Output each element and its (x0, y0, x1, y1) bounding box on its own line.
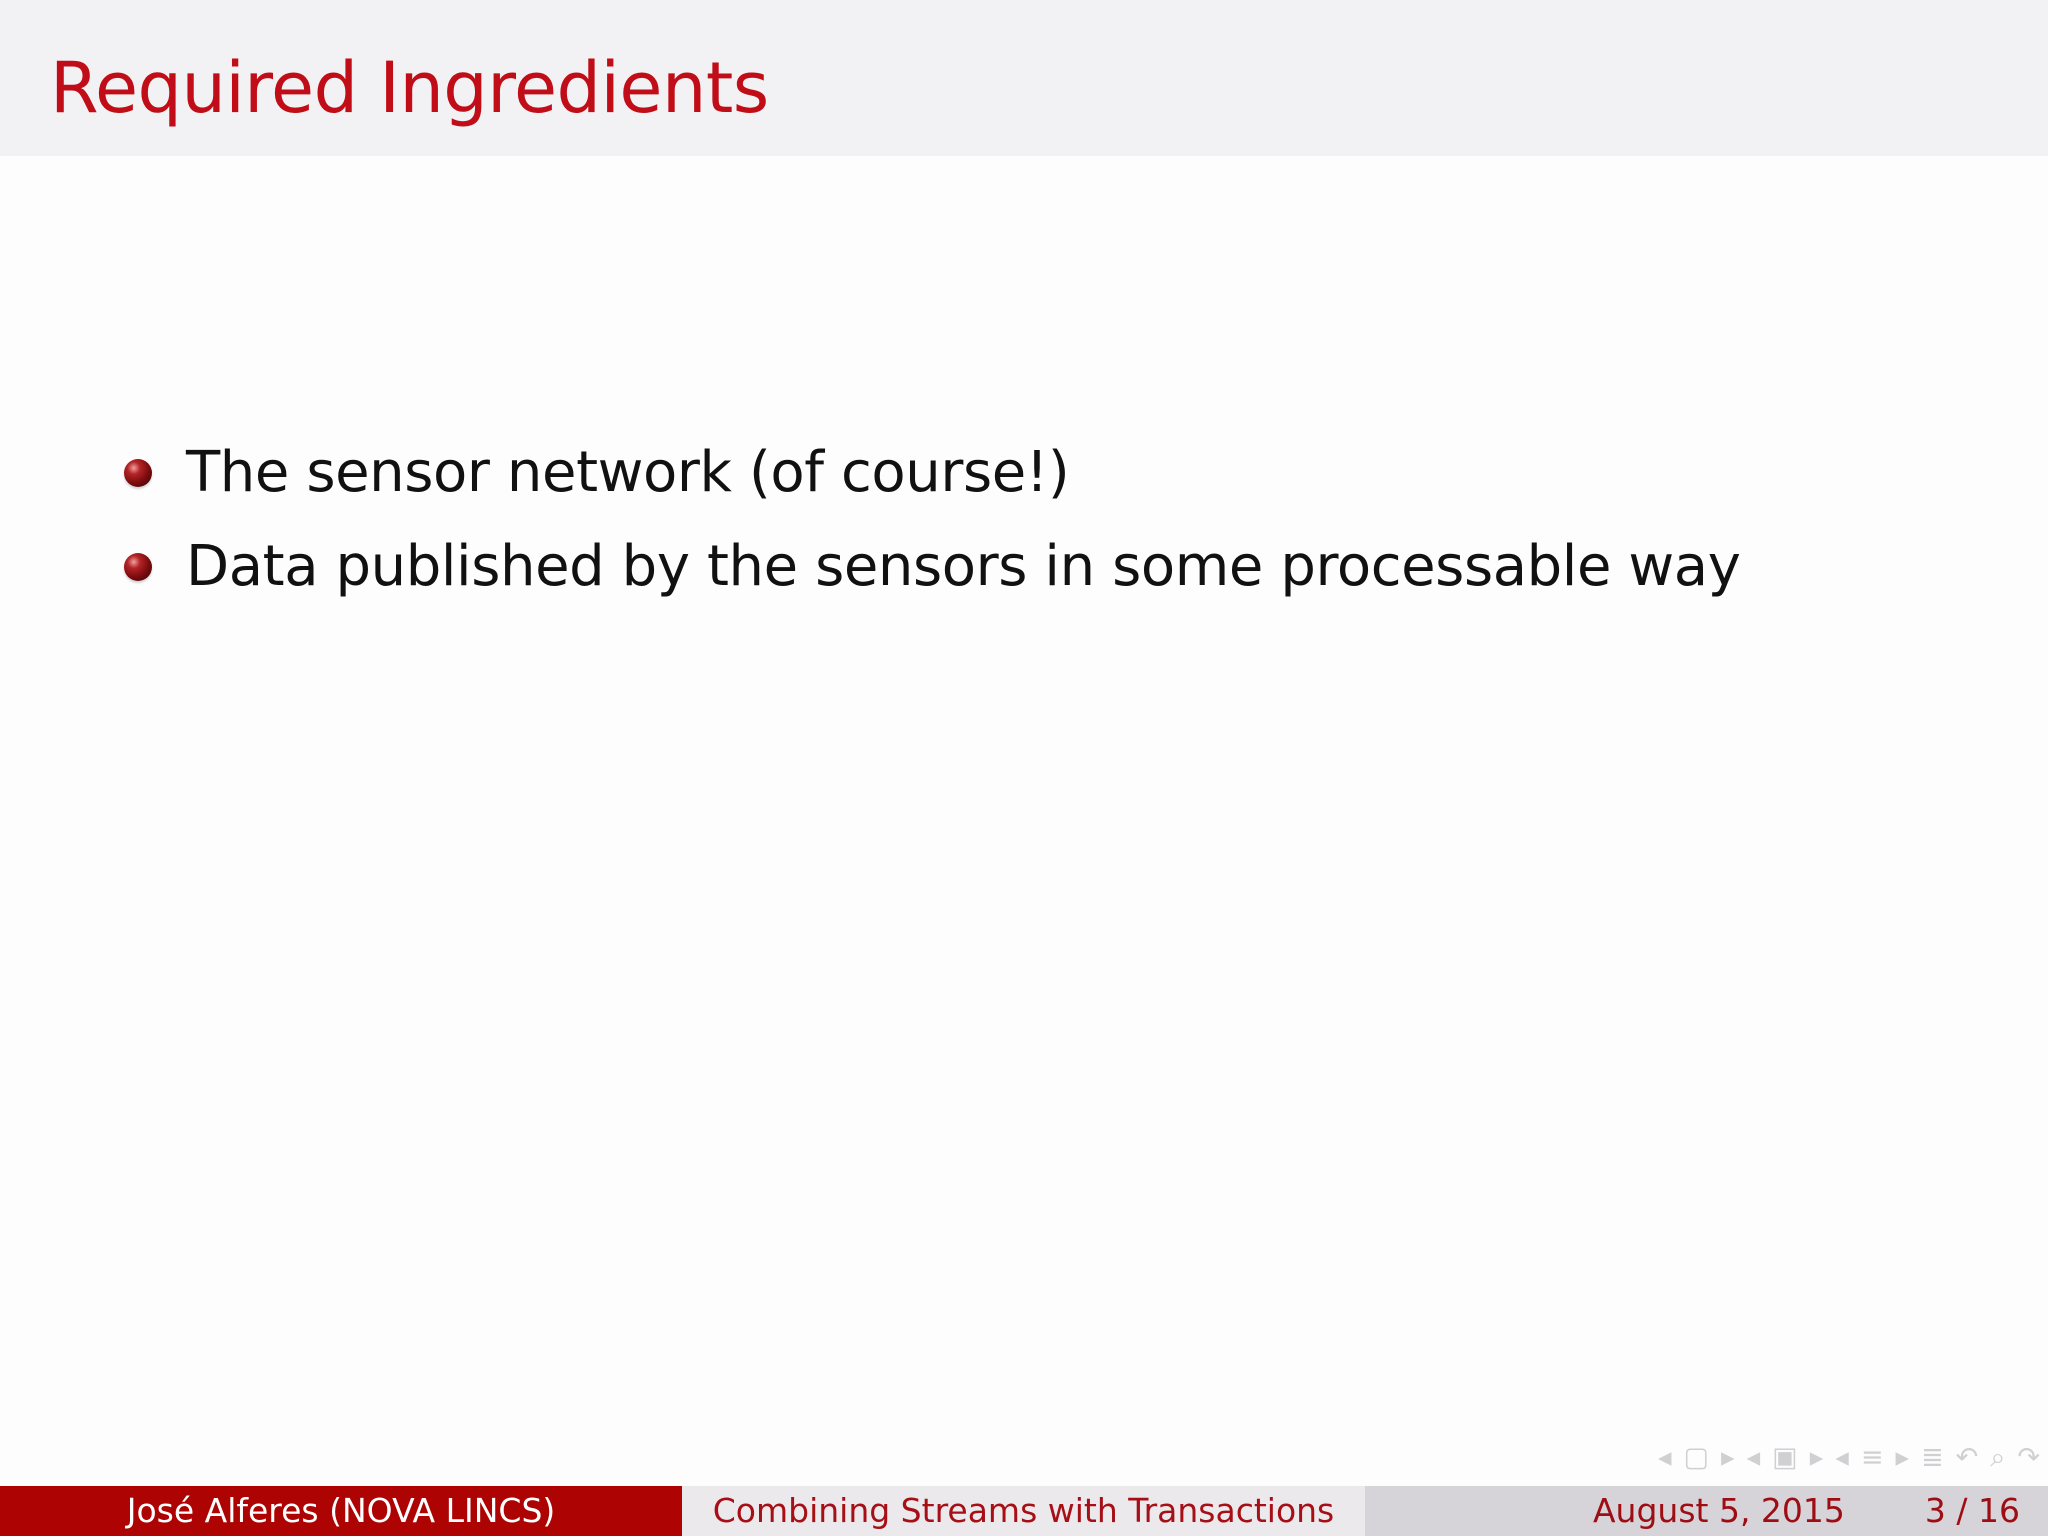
footer-presentation-title: Combining Streams with Transactions (682, 1486, 1365, 1536)
slide-footer (0, 1486, 2048, 1536)
next-slide-icon[interactable]: ▸ (1721, 1442, 1735, 1473)
search-icon[interactable]: ⌕ (1990, 1442, 2006, 1473)
bullet-item (124, 433, 1069, 513)
footer-page-number: 3 / 16 (1924, 1491, 2020, 1530)
subsection-icon[interactable]: ▣ (1772, 1442, 1798, 1473)
footer-date: August 5, 2015 (1592, 1491, 1845, 1530)
next-subsection-icon[interactable]: ▸ (1809, 1442, 1824, 1473)
bullet-icon (124, 553, 152, 581)
bullet-text: The sensor network (of course!) (186, 440, 1070, 505)
footer-date-page (1365, 1486, 2048, 1536)
next-section-icon[interactable]: ▸ (1895, 1442, 1909, 1473)
previous-slide-icon[interactable]: ◂ (1657, 1442, 1672, 1473)
redo-icon[interactable]: ↷ (2017, 1442, 2040, 1473)
slide-frame-icon[interactable]: ▢ (1683, 1442, 1710, 1473)
bullet-text: Data published by the sensors in some processable way (186, 534, 1741, 599)
previous-section-icon[interactable]: ◂ (1835, 1442, 1849, 1473)
beamer-navigation-controls (1320, 1440, 2040, 1476)
section-icon[interactable]: ≡ (1860, 1442, 1884, 1473)
slide-title: Required Ingredients (50, 47, 769, 129)
footer-author: José Alferes (NOVA LINCS) (0, 1486, 682, 1536)
title-bar (0, 0, 2048, 156)
document-icon[interactable]: ≣ (1921, 1442, 1944, 1473)
bullet-icon (124, 459, 152, 487)
undo-icon[interactable]: ↶ (1955, 1442, 1979, 1473)
previous-subsection-icon[interactable]: ◂ (1746, 1442, 1761, 1473)
bullet-item (124, 527, 1740, 607)
